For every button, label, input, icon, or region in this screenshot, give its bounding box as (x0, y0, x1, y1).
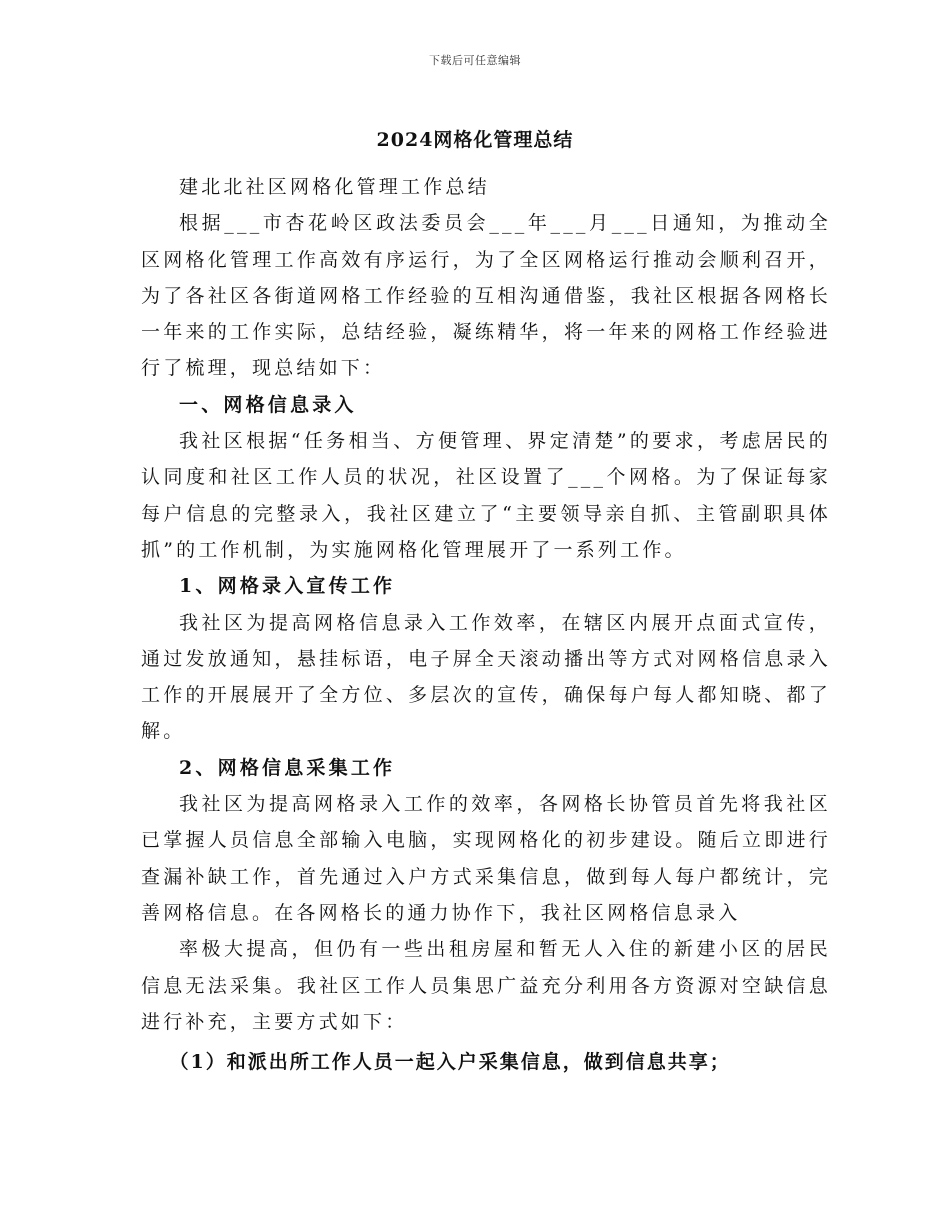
section-paragraph-info-entry: 我社区根据“任务相当、方便管理、界定清楚”的要求，考虑居民的认同度和社区工作人员的状况，社区设置了___个网格。为了保证每家每户信息的完整录入，我社区建立了“主要领导亲自抓、主管副职具体抓”的工作机制，为实施网格化管理展开了一系列工作。 (141, 430, 831, 561)
document-body (141, 169, 831, 1080)
document-title: 2024网格化管理总结 (376, 129, 574, 151)
subsection-heading-publicity: 1、网格录入宣传工作 (179, 575, 396, 598)
list-item-1: （1）和派出所工作人员一起入户采集信息，做到信息共享； (169, 1051, 731, 1074)
subsection-paragraph-collection-2: 率极大提高，但仍有一些出租房屋和暂无人入住的新建小区的居民信息无法采集。我社区工作人员集思广益充分利用各方资源对空缺信息进行补充，主要方式如下： (141, 938, 831, 1033)
intro-paragraph: 根据___市杏花岭区政法委员会___年___月___日通知，为推动全区网格化管理工作高效有序运行，为了全区网格运行推动会顺利召开，为了各社区各街道网格工作经验的互相沟通借鉴，我社区根据各网格长一年来的工作实际，总结经验，凝练精华，将一年来的网格工作经验进行了梳理，现总结如下： (141, 212, 831, 380)
document-subtitle: 建北北社区网格化管理工作总结 (179, 176, 490, 198)
section-heading-info-entry: 一、网格信息录入 (179, 393, 357, 416)
subsection-paragraph-collection-1: 我社区为提高网格录入工作的效率，各网格长协管员首先将我社区已掌握人员信息全部输入电脑，实现网格化的初步建设。随后立即进行查漏补缺工作，首先通过入户方式采集信息，做到每人每户都统计，完善网格信息。在各网格长的通力协作下，我社区网格信息录入 (141, 793, 831, 924)
page-header-note: 下载后可任意编辑 (429, 54, 521, 67)
subsection-heading-collection: 2、网格信息采集工作 (179, 756, 396, 779)
subsection-paragraph-publicity: 我社区为提高网格信息录入工作效率，在辖区内展开点面式宣传，通过发放通知，悬挂标语，电子屏全天滚动播出等方式对网格信息录入工作的开展展开了全方位、多层次的宣传，确保每户每人都知晓、都了解。 (141, 611, 831, 743)
